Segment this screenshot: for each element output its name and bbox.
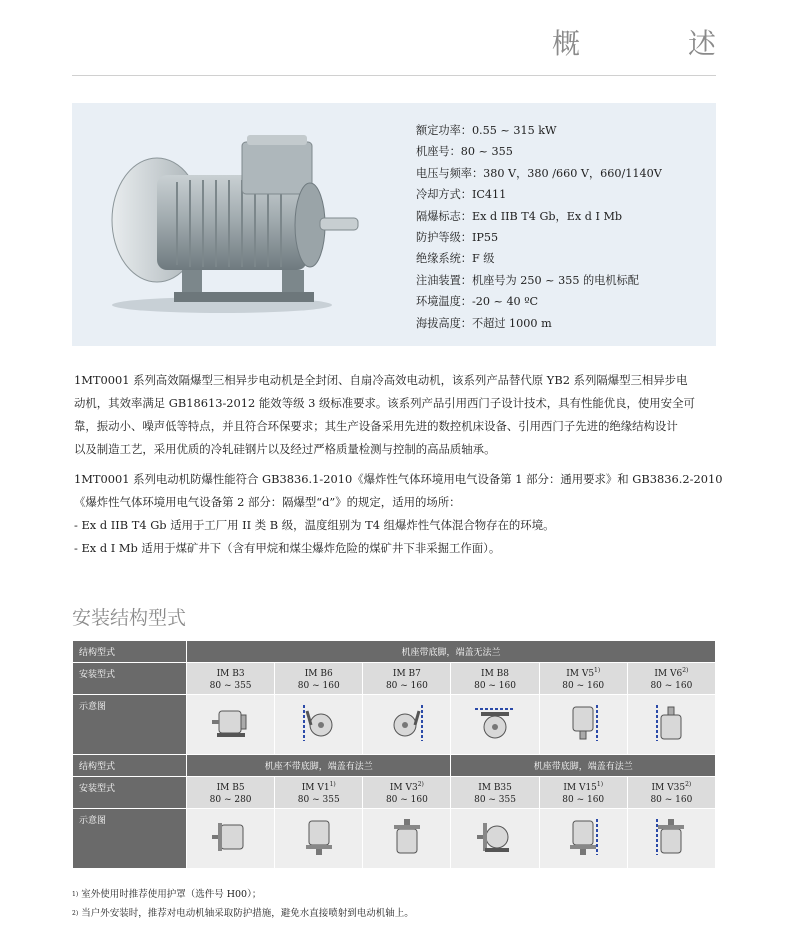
mount-cell: IM B8 80 ~ 160 [451, 663, 539, 695]
mount-diagram-v6 [627, 695, 715, 755]
mount-diagram-v15 [539, 809, 627, 869]
mount-label: 安装型式 [73, 663, 187, 695]
spec-protection: 防护等级：IP55 [416, 231, 499, 245]
structure-header: 机座带底脚，端盖无法兰 [187, 641, 716, 663]
text-line: 动机，其效率满足 GB18613-2012 能效等级 3 级标准要求。该系列产品引用西门子设计技术，具有性能优良，使用安全可 [74, 396, 695, 410]
structure-label: 结构型式 [73, 755, 187, 777]
spec-list [416, 120, 662, 334]
spec-cooling: 冷却方式：IC411 [416, 188, 507, 202]
footnotes [72, 885, 414, 923]
text-line: 《爆炸性气体环境用电气设备第 2 部分：隔爆型“d”》的规定，适用的场所： [74, 495, 461, 509]
spec-voltage: 电压与频率：380 V，380 /660 V，660/1140V [416, 166, 662, 180]
text-line: - Ex d IIB T4 Gb 适用于工厂用 II 类 B 级，温度组别为 T4 组爆炸性气体混合物存在的环境。 [74, 518, 555, 532]
structure-label: 结构型式 [73, 641, 187, 663]
table-row [73, 695, 716, 755]
title-divider [72, 75, 716, 76]
mount-diagram-b7 [363, 695, 451, 755]
structure-header: 机座带底脚，端盖有法兰 [451, 755, 716, 777]
mount-cell: IM B7 80 ~ 160 [363, 663, 451, 695]
text-line: 1MT0001 系列电动机防爆性能符合 GB3836.1-2010《爆炸性气体环境用电气设备第 1 部分：通用要求》和 GB3836.2-2010 [74, 472, 723, 486]
intro-paragraph [74, 369, 716, 461]
text-line: 1MT0001 系列高效隔爆型三相异步电动机是全封闭、自扇冷高效电动机，该系列产品替代原 YB2 系列隔爆型三相异步电 [74, 373, 688, 387]
table-row [73, 777, 716, 809]
mount-cell: IM B6 80 ~ 160 [275, 663, 363, 695]
mount-diagram-b35 [451, 809, 539, 869]
mount-cell: IM B3 80 ~ 355 [187, 663, 275, 695]
text-line: - Ex d I Mb 适用于煤矿井下（含有甲烷和煤尘爆炸危险的煤矿井下非采掘工作面）。 [74, 541, 501, 555]
mount-diagram-b3 [187, 695, 275, 755]
motor-image [82, 120, 362, 320]
text-line: 以及制造工艺，采用优质的冷轧硅钢片以及经过严格质量检测与控制的高品质轴承。 [74, 442, 496, 456]
mount-label: 安装型式 [73, 777, 187, 809]
spec-altitude: 海拔高度：不超过 1000 m [416, 316, 552, 330]
footnote-2: $^{2)}$ 当户外安装时，推荐对电动机轴采取防护措施，避免水直接喷射到电动机轴上。 [72, 908, 414, 919]
structure-header: 机座不带底脚，端盖有法兰 [187, 755, 451, 777]
spec-frame-size: 机座号：80 ~ 355 [416, 145, 513, 159]
diagram-label: 示意图 [73, 695, 187, 755]
mount-cell: IM B35 80 ~ 355 [451, 777, 539, 809]
table-row [73, 641, 716, 663]
diagram-label: 示意图 [73, 809, 187, 869]
mount-diagram-v3 [363, 809, 451, 869]
mount-diagram-b5 [187, 809, 275, 869]
text-line: 靠，振动小、噪声低等特点，并且符合环保要求；其生产设备采用先进的数控机床设备、引用西门子先进的绝缘结构设计 [74, 419, 678, 433]
page-title: 概 述 [551, 27, 756, 60]
table-row [73, 663, 716, 695]
footnote-1: $^{1)}$ 室外使用时推荐使用护罩（选件号 H00）； [72, 889, 262, 900]
spec-insulation: 绝缘系统：F 级 [416, 252, 495, 266]
table-row [73, 755, 716, 777]
mount-cell: IM V35$^{2)}$ 80 ~ 160 [627, 777, 715, 809]
mount-diagram-v35 [627, 809, 715, 869]
mount-diagram-v1 [275, 809, 363, 869]
mount-cell: IM V15$^{1)}$ 80 ~ 160 [539, 777, 627, 809]
mount-cell: IM V1$^{1)}$ 80 ~ 355 [275, 777, 363, 809]
mount-diagram-v5 [539, 695, 627, 755]
mount-diagram-b6 [275, 695, 363, 755]
explosion-paragraph [74, 468, 723, 560]
table-row [73, 809, 716, 869]
mounting-table [72, 640, 716, 869]
spec-rated-power: 额定功率：0.55 ~ 315 kW [416, 124, 557, 137]
mount-cell: IM V6$^{2)}$ 80 ~ 160 [627, 663, 715, 695]
section-title: 安装结构型式 [72, 607, 187, 629]
mount-cell: IM V3$^{2)}$ 80 ~ 160 [363, 777, 451, 809]
spec-ambient: 环境温度：-20 ~ 40 ºC [416, 295, 539, 309]
mount-cell: IM V5$^{1)}$ 80 ~ 160 [539, 663, 627, 695]
mount-cell: IM B5 80 ~ 280 [187, 777, 275, 809]
spec-oiling: 注油装置：机座号为 250 ~ 355 的电机标配 [416, 273, 639, 287]
spec-ex-mark: 隔爆标志：Ex d IIB T4 Gb，Ex d I Mb [416, 209, 623, 223]
mount-diagram-b8 [451, 695, 539, 755]
